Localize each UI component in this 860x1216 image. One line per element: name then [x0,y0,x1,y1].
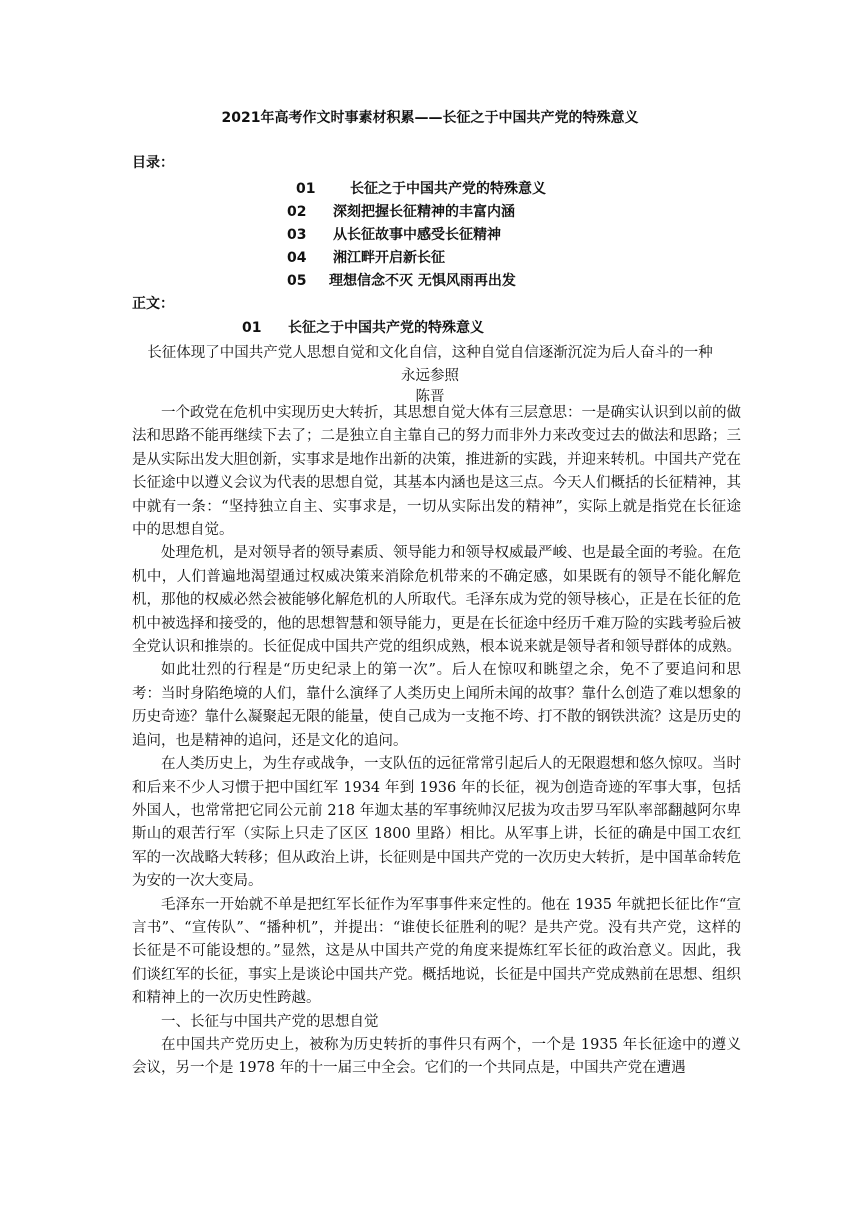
paragraph: 在人类历史上，为生存或战争，一支队伍的远征常常引起后人的无限遐想和悠久惊叹。当时和后来不少人习惯于把中国红军 1934 年到 1936 年的长征，视为创造奇迹的军事大事，包括外国人，也常常把它同公元前 218 年迦太基的军事统帅汉尼拔为攻击罗马军队率部翻越阿尔卑斯山的艰苦行军（实际上只走了区区 1800 里路）相比。从军事上讲，长征的确是中国工农红军的一次战略大转移；但从政治上讲，长征则是中国共产党的一次历史大转折，是中国革命转危为安的一次大变局。 [132,756,741,890]
toc-item-2 [287,201,515,221]
toc-item-1 [296,178,546,198]
subtitle-line-1: 长征体现了中国共产党人思想自觉和文化自信，这种自觉自信逐渐沉淀为后人奋斗的一种 [147,345,713,361]
subsection-heading: 一、长征与中国共产党的思想自觉 [161,1013,379,1030]
toc-item-number: 05 [287,273,307,289]
toc-item-text: 从长征故事中感受长征精神 [333,227,501,243]
paragraph: 在中国共产党历史上，被称为历史转折的事件只有两个，一个是 1935 年长征途中的遵义会议，另一个是 1978 年的十一届三中全会。它们的一个共同点是，中国共产党在遭遇 [132,1036,741,1077]
toc-item-5 [287,270,516,290]
paragraph: 毛泽东一开始就不单是把红军长征作为军事事件来定性的。他在 1935 年就把长征比作“宣言书”、“宣传队”、“播种机”，并提出：“谁使长征胜利的呢？是共产党。没有共产党，这样的长征是不可能设想的。”显然，这是从中国共产党的角度来提炼红军长征的政治意义。因此，我们谈红军的长征，事实上是谈论中国共产党。概括地说，长征是中国共产党成熟前在思想、组织和精神上的一次历史性跨越。 [132,896,741,1007]
section-number: 01 [242,320,262,336]
toc-item-4 [287,247,445,267]
toc-item-text: 湘江畔开启新长征 [333,250,445,266]
toc-item-text: 深刻把握长征精神的丰富内涵 [333,204,515,220]
body-label: 正文： [132,296,174,312]
body-text [132,402,741,1081]
toc-label: 目录： [132,155,174,171]
toc-item-3 [287,224,501,244]
subtitle-line-2: 永远参照 [401,368,459,384]
toc-item-number: 02 [287,204,307,220]
author-name: 陈晋 [415,389,445,405]
section-heading-text: 长征之于中国共产党的特殊意义 [288,320,484,336]
toc-item-text: 理想信念不灭 无惧风雨再出发 [329,273,516,289]
toc-item-number: 03 [287,227,307,243]
toc-item-text: 长征之于中国共产党的特殊意义 [350,181,546,197]
toc-item-number: 01 [296,181,316,197]
document-title: 2021年高考作文时事素材积累——长征之于中国共产党的特殊意义 [221,110,639,126]
section-heading [242,317,484,337]
toc-item-number: 04 [287,250,307,266]
paragraph: 处理危机，是对领导者的领导素质、领导能力和领导权威最严峻、也是最全面的考验。在危机中，人们普遍地渴望通过权威决策来消除危机带来的不确定感，如果既有的领导不能化解危机，那他的权威必然会被能够化解危机的人所取代。毛泽东成为党的领导核心，正是在长征的危机中被选择和接受的，他的思想智慧和领导能力，更是在长征途中经历千难万险的实践考验后被全党认识和推崇的。长征促成中国共产党的组织成熟，根本说来就是领导者和领导群体的成熟。 [132,545,741,656]
paragraph: 一个政党在危机中实现历史大转折，其思想自觉大体有三层意思：一是确实认识到以前的做法和思路不能再继续下去了；二是独立自主靠自己的努力而非外力来改变过去的做法和思路；三是从实际出发大胆创新，实事求是地作出新的决策，推进新的实践，并迎来转机。中国共产党在长征途中以遵义会议为代表的思想自觉，其基本内涵也是这三点。今天人们概括的长征精神，其中就有一条：“坚持独立自主、实事求是，一切从实际出发的精神”，实际上就是指党在长征途中的思想自觉。 [132,405,741,539]
paragraph: 如此壮烈的行程是“历史纪录上的第一次”。后人在惊叹和眺望之余，免不了要追问和思考：当时身陷绝境的人们，靠什么演绎了人类历史上闻所未闻的故事？靠什么创造了难以想象的历史奇迹？靠什么凝聚起无限的能量，使自己成为一支拖不垮、打不散的钢铁洪流？这是历史的追问，也是精神的追问，还是文化的追问。 [132,662,741,749]
